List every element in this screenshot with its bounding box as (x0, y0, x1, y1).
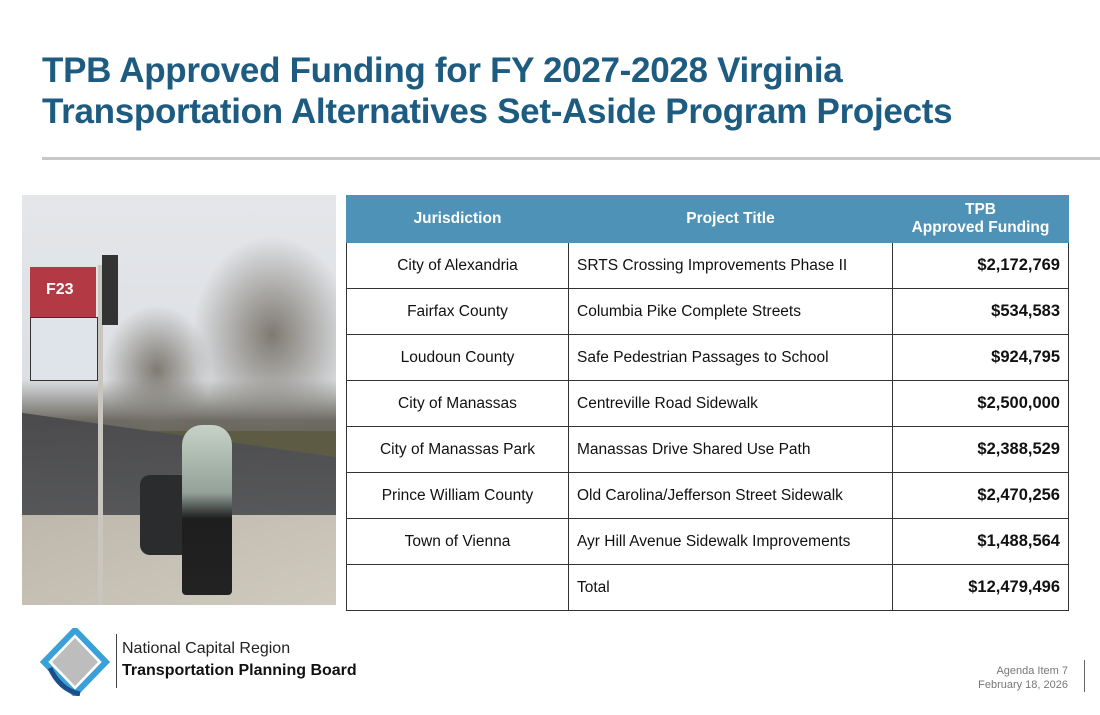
header-jurisdiction: Jurisdiction (347, 196, 569, 243)
title-divider (42, 157, 1100, 160)
cell-project-title: Old Carolina/Jefferson Street Sidewalk (569, 473, 893, 519)
cell-jurisdiction: Loudoun County (347, 335, 569, 381)
cell-project-title: Centreville Road Sidewalk (569, 381, 893, 427)
cell-jurisdiction: Prince William County (347, 473, 569, 519)
org-name-line1: National Capital Region (122, 640, 291, 657)
cell-funding: $2,388,529 (893, 427, 1069, 473)
cell-jurisdiction (347, 565, 569, 611)
table-row (347, 289, 1069, 335)
cell-jurisdiction: Fairfax County (347, 289, 569, 335)
header-funding: TPB Approved Funding (893, 196, 1069, 243)
cell-project-title: Ayr Hill Avenue Sidewalk Improvements (569, 519, 893, 565)
cell-funding: $1,488,564 (893, 519, 1069, 565)
cell-project-title: SRTS Crossing Improvements Phase II (569, 243, 893, 289)
table-row (347, 427, 1069, 473)
cell-funding: $924,795 (893, 335, 1069, 381)
table-row (347, 335, 1069, 381)
cell-funding: $12,479,496 (893, 565, 1069, 611)
slide-meta (978, 664, 1068, 692)
cell-funding: $2,470,256 (893, 473, 1069, 519)
table-row (347, 473, 1069, 519)
tpb-logo-icon (40, 628, 110, 696)
header-project-title: Project Title (569, 196, 893, 243)
meta-divider (1084, 660, 1085, 692)
cell-jurisdiction: Town of Vienna (347, 519, 569, 565)
agenda-item: Agenda Item 7 (996, 665, 1068, 677)
logo-divider (116, 634, 117, 688)
cell-project-title: Safe Pedestrian Passages to School (569, 335, 893, 381)
cell-project-title: Columbia Pike Complete Streets (569, 289, 893, 335)
cell-funding: $2,500,000 (893, 381, 1069, 427)
table-row (347, 519, 1069, 565)
cell-jurisdiction: City of Alexandria (347, 243, 569, 289)
cell-jurisdiction: City of Manassas (347, 381, 569, 427)
cell-project-title: Total (569, 565, 893, 611)
cell-funding: $2,172,769 (893, 243, 1069, 289)
meeting-date: February 18, 2026 (978, 679, 1068, 691)
cell-funding: $534,583 (893, 289, 1069, 335)
bus-stop-photo (22, 195, 336, 605)
cell-jurisdiction: City of Manassas Park (347, 427, 569, 473)
slide-title: TPB Approved Funding for FY 2027-2028 Virginia Transportation Alternatives Set-Aside Program Projects (42, 51, 953, 131)
table-row (347, 243, 1069, 289)
cell-project-title: Manassas Drive Shared Use Path (569, 427, 893, 473)
table-row (347, 381, 1069, 427)
org-name-line2: Transportation Planning Board (122, 662, 357, 679)
bus-sign: F23 (30, 267, 96, 317)
funding-table (346, 195, 1069, 611)
table-row (347, 565, 1069, 611)
